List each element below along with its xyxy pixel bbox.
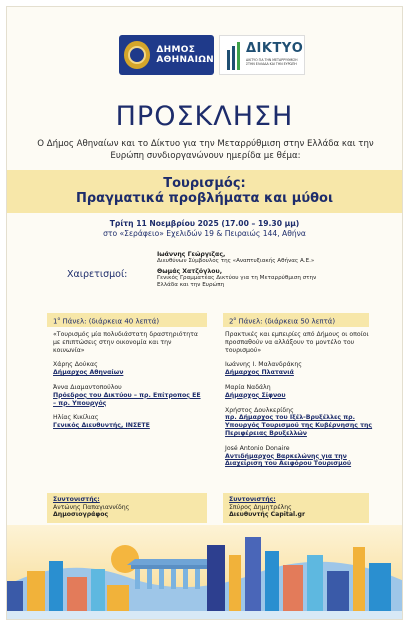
coordinator-title: Διευθυντής Capital.gr	[229, 511, 305, 519]
page-title: ΠΡΟΣΚΛΗΣΗ	[115, 101, 294, 132]
panel1-header: $1^o$ Πάνελ: (διάρκεια 40 λεπτά)	[47, 313, 207, 327]
panel2-topic: Πρακτικές και εμπειρίες από Δήμους οι οποίοι προσπαθούν να αλλάξουν το μοντέλο του τουρισμού»	[225, 331, 369, 354]
speaker-title: πρ. Δήμαρχος του Ιξέλ-Βρυξέλλες πρ. Υπουργός Τουρισμού της Κυβέρνησης της Περιφέρειας Βρυξελλών	[225, 414, 373, 437]
speaker	[53, 361, 203, 377]
speaker	[225, 445, 375, 468]
panel2-column	[225, 331, 375, 475]
speaker	[225, 407, 375, 438]
logos-row	[7, 31, 402, 81]
diktyo-column-icon	[225, 42, 243, 70]
speaker-name: Χρήστος Δουλκερίδης	[225, 406, 294, 414]
speaker	[225, 361, 375, 377]
greetings-list	[157, 251, 337, 292]
speaker-title: Γενικός Διευθυντής, ΙΝΣΕΤΕ	[53, 422, 150, 430]
speaker-name: José Antonio Donaire	[225, 444, 290, 452]
panel2-header: $2^o$ Πάνελ: (διάρκεια 50 λεπτά)	[223, 313, 369, 327]
coordinator-name: Αντώνης Παπαγιαννίδης	[53, 503, 130, 511]
speaker-title: Δήμαρχος Αθηναίων	[53, 369, 124, 377]
panel1-coordinator	[47, 493, 207, 523]
logo-left-line1: ΔΗΜΟΣ	[156, 45, 196, 55]
event-date: Τρίτη 11 Νοεμβρίου 2025 (17.00 – 19.30 μμ)	[109, 219, 300, 228]
greeting-person	[157, 268, 337, 289]
speaker-name: Ηλίας Κικίλιας	[53, 414, 99, 422]
city-skyline-illustration	[7, 525, 403, 620]
event-venue: στο «Σεράφειο» Εχελιδών 19 & Πειραιώς 144, Αθήνα	[103, 229, 306, 238]
topic-line1: Τουρισμός:	[163, 176, 246, 191]
greeting-role: Διευθύνων Σύμβουλος της «Αναπτυξιακής Αθήνας Α.Ε.»	[157, 258, 315, 264]
panel1-topic: «Τουρισμός μία πολυδιάστατη δραστηριότητα με επιπτώσεις στην οικονομία και την κοινωνία»	[53, 331, 198, 354]
panel1-column	[53, 331, 203, 437]
greeting-name: Ιωάννης Γεώργιζας,	[157, 251, 226, 258]
speaker-title: Δήμαρχος Σίφνου	[225, 391, 286, 399]
event-datetime	[7, 219, 402, 239]
invitation-page	[6, 6, 403, 620]
event-topic-banner	[7, 170, 402, 213]
speaker	[225, 384, 375, 400]
speaker-title: Δήμαρχος Πλατανιά	[225, 369, 294, 377]
speaker-title: Αντιδήμαρχος Βαρκελώνης για την Διαχείριση του Αειφόρου Τουρισμού	[225, 452, 352, 468]
logo-left-line2: ΑΘΗΝΑΙΩΝ	[156, 55, 214, 65]
athens-seal-icon	[124, 41, 150, 69]
coordinator-name: Σπύρος Δημητρέλης	[229, 503, 292, 511]
greeting-person	[157, 251, 337, 265]
diktyo-logo	[219, 35, 305, 75]
topic-line2: Πραγματικά προβλήματα και μύθοι	[75, 191, 334, 206]
municipality-of-athens-logo	[119, 35, 214, 75]
panel2-coordinator	[223, 493, 369, 523]
diktyo-logo-name: ΔΙΚΤΥΟ	[246, 41, 304, 56]
coordinator-title: Δημοσιογράφος	[53, 511, 109, 519]
speaker-name: Ιωάννης Ι. Μαλανδράκης	[225, 361, 302, 369]
speaker-name: Άννα Διαμαντοπούλου	[53, 383, 122, 391]
greeting-role: Γενικός Γραμματέας Δικτύου για τη Μεταρρύθμιση στην Ελλάδα και την Ευρώπη	[157, 275, 317, 288]
greetings-label: Χαιρετισμοί:	[67, 269, 128, 280]
intro-text: Ο Δήμος Αθηναίων και το Δίκτυο για την Μεταρρύθμιση στην Ελλάδα και την Ευρώπη συνδιοργανώνουν ημερίδα με θέμα:	[37, 139, 374, 161]
coordinator-label: Συντονιστής:	[53, 496, 100, 503]
speaker-name: Χάρης Δούκας	[53, 361, 98, 369]
speaker	[53, 414, 203, 430]
speaker-name: Μαρία Ναδάλη	[225, 383, 271, 391]
diktyo-logo-subtitle: ΔΙΚΤΥΟ ΓΙΑ ΤΗΝ ΜΕΤΑΡΡΥΘΜΙΣΗ ΣΤΗΝ ΕΛΛΑΔΑ ΚΑΙ ΤΗΝ ΕΥΡΩΠΗ	[246, 58, 298, 66]
speaker-title: Πρόεδρος του Δικτύου – πρ. Επίτροπος ΕΕ – πρ. Υπουργός	[53, 391, 201, 407]
coordinator-label: Συντονιστής:	[229, 496, 276, 503]
greeting-name: Θωμάς Χατζόγλου,	[157, 268, 223, 275]
speaker	[53, 384, 203, 407]
